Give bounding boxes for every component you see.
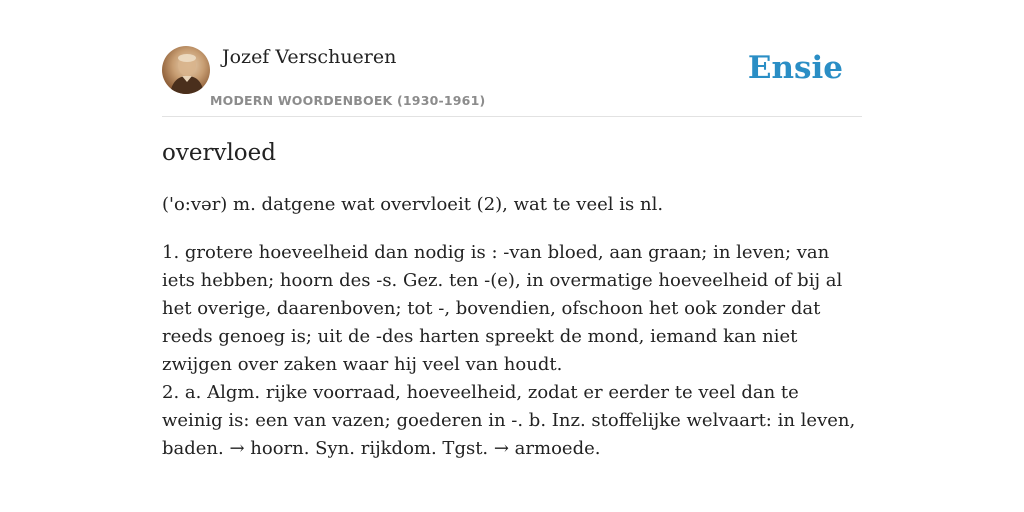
pronunciation-line: ('o:vər) m. datgene wat overvloeit (2), wat te veel is nl. — [162, 194, 664, 215]
author-name[interactable]: Jozef Verschueren — [222, 46, 397, 68]
dictionary-source[interactable]: MODERN WOORDENBOEK (1930-1961) — [210, 93, 486, 108]
sense-2: 2. a. Algm. rijke voorraad, hoeveelheid, zodat er eerder te veel dan te weinig is: een van vazen; goederen in -. b. Inz. stoffelijke welvaart: in leven, baden. → hoorn. Syn. rijkdom. Tgst. → armoede. — [162, 382, 856, 459]
definition-body — [162, 239, 862, 463]
author-avatar — [162, 46, 210, 94]
card-header — [162, 46, 862, 117]
ensie-logo-link[interactable]: Ensie — [747, 50, 843, 86]
definition-card — [162, 0, 862, 512]
sense-1: 1. grotere hoeveelheid dan nodig is : -van bloed, aan graan; in leven; van iets hebben; hoorn des -s. Gez. ten -(e), in overmatige hoeveelheid of bij al het overige, daarenboven; tot -, bovendien, ofschoon het ook zonder dat reeds genoeg is; uit de -des harten spreekt de mond, iemand kan niet zwijgen over zaken waar hij veel van houdt. — [162, 242, 843, 375]
author-portrait-icon — [162, 46, 210, 94]
page-title: overvloed — [162, 140, 276, 166]
